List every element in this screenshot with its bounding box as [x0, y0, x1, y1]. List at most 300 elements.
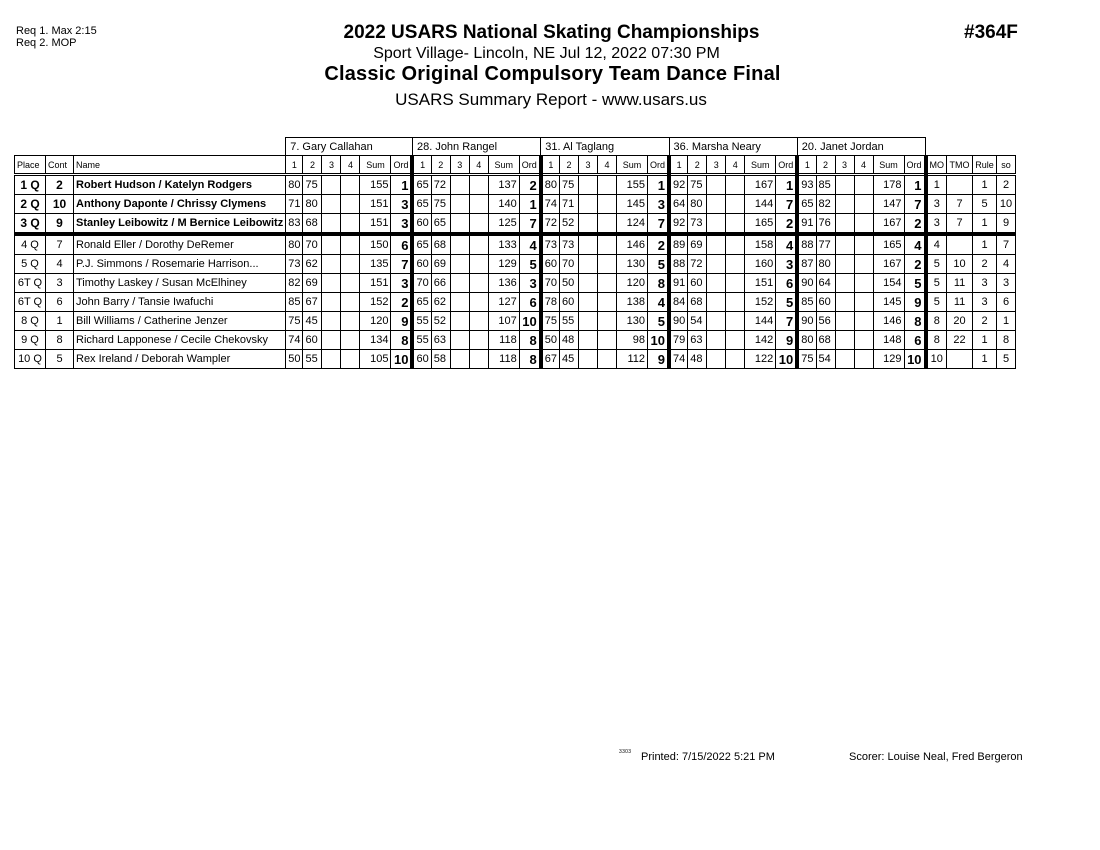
score-1: 82	[286, 274, 303, 293]
tmo-cell	[947, 234, 973, 255]
score-2: 85	[816, 175, 835, 195]
score-4	[341, 175, 360, 195]
ordinal: 1	[391, 175, 413, 195]
table-row	[15, 175, 1016, 195]
spacer	[15, 138, 286, 156]
table-row	[15, 195, 1016, 214]
ordinal: 1	[776, 175, 798, 195]
ordinal: 5	[776, 293, 798, 312]
score-1: 92	[669, 214, 688, 235]
score-4	[597, 175, 616, 195]
ordinal: 2	[647, 234, 669, 255]
score-sum: 107	[488, 312, 519, 331]
score-4	[854, 312, 873, 331]
score-3	[707, 175, 726, 195]
score-sum: 167	[873, 214, 904, 235]
score-2: 55	[303, 350, 322, 369]
col-s2: 2	[431, 156, 450, 175]
score-4	[469, 175, 488, 195]
score-2: 75	[303, 175, 322, 195]
score-2: 76	[816, 214, 835, 235]
score-1: 91	[669, 274, 688, 293]
col-s1: 1	[797, 156, 816, 175]
score-1: 75	[797, 350, 816, 369]
score-sum: 151	[360, 274, 391, 293]
score-sum: 137	[488, 175, 519, 195]
ordinal: 10	[519, 312, 541, 331]
cont-cell: 2	[46, 175, 74, 195]
score-3	[578, 255, 597, 274]
ordinal: 2	[904, 214, 926, 235]
judge-name: 7. Gary Callahan	[286, 138, 413, 156]
score-3	[707, 214, 726, 235]
score-1: 72	[541, 214, 560, 235]
score-sum: 118	[488, 350, 519, 369]
col-s4: 4	[597, 156, 616, 175]
tmo-cell: 10	[947, 255, 973, 274]
score-3	[578, 312, 597, 331]
score-2: 73	[688, 214, 707, 235]
score-3	[322, 350, 341, 369]
score-sum: 125	[488, 214, 519, 235]
score-1: 75	[541, 312, 560, 331]
score-3	[707, 274, 726, 293]
score-4	[597, 195, 616, 214]
so-cell: 1	[997, 312, 1016, 331]
score-sum: 167	[745, 175, 776, 195]
score-2: 72	[688, 255, 707, 274]
score-2: 64	[816, 274, 835, 293]
col-s4: 4	[854, 156, 873, 175]
rule-cell: 2	[973, 255, 997, 274]
score-3	[322, 331, 341, 350]
mo-cell: 8	[926, 331, 947, 350]
score-sum: 130	[616, 255, 647, 274]
rule-cell: 1	[973, 331, 997, 350]
tmo-cell: 7	[947, 195, 973, 214]
score-2: 48	[559, 331, 578, 350]
score-1: 73	[286, 255, 303, 274]
score-4	[726, 175, 745, 195]
col-so: so	[997, 156, 1016, 175]
place-cell: 2 Q	[15, 195, 46, 214]
col-sum: Sum	[488, 156, 519, 175]
score-3	[835, 350, 854, 369]
score-4	[469, 350, 488, 369]
ordinal: 9	[391, 312, 413, 331]
event-title: Classic Original Compulsory Team Dance Final	[324, 63, 781, 85]
score-sum: 146	[873, 312, 904, 331]
table-row	[15, 312, 1016, 331]
score-1: 73	[541, 234, 560, 255]
skater-names: John Barry / Tansie Iwafuchi	[74, 293, 286, 312]
score-1: 80	[286, 175, 303, 195]
col-ord: Ord	[904, 156, 926, 175]
cont-cell: 8	[46, 331, 74, 350]
score-2: 63	[431, 331, 450, 350]
ordinal: 4	[776, 234, 798, 255]
score-1: 80	[286, 234, 303, 255]
ordinal: 5	[519, 255, 541, 274]
venue-date: Sport Village- Lincoln, NE Jul 12, 2022 07:30 PM	[373, 45, 720, 62]
rule-cell: 1	[973, 214, 997, 235]
score-3	[322, 293, 341, 312]
ordinal: 3	[391, 195, 413, 214]
score-1: 70	[412, 274, 431, 293]
score-sum: 129	[873, 350, 904, 369]
score-2: 67	[303, 293, 322, 312]
tmo-cell	[947, 175, 973, 195]
ordinal: 7	[519, 214, 541, 235]
score-1: 88	[797, 234, 816, 255]
score-4	[341, 293, 360, 312]
col-sum: Sum	[745, 156, 776, 175]
score-4	[469, 331, 488, 350]
score-sum: 118	[488, 331, 519, 350]
score-4	[341, 350, 360, 369]
ordinal: 10	[391, 350, 413, 369]
score-1: 83	[286, 214, 303, 235]
score-1: 93	[797, 175, 816, 195]
score-sum: 105	[360, 350, 391, 369]
score-2: 66	[431, 274, 450, 293]
ordinal: 9	[647, 350, 669, 369]
score-1: 74	[669, 350, 688, 369]
score-sum: 150	[360, 234, 391, 255]
score-4	[597, 274, 616, 293]
so-cell: 5	[997, 350, 1016, 369]
score-2: 75	[688, 175, 707, 195]
mo-cell: 5	[926, 274, 947, 293]
score-3	[450, 234, 469, 255]
score-4	[726, 293, 745, 312]
score-2: 80	[688, 195, 707, 214]
col-mo: MO	[926, 156, 947, 175]
score-3	[835, 175, 854, 195]
ordinal: 7	[904, 195, 926, 214]
tmo-cell: 11	[947, 274, 973, 293]
ordinal: 6	[904, 331, 926, 350]
score-3	[707, 255, 726, 274]
score-3	[450, 293, 469, 312]
score-2: 60	[816, 293, 835, 312]
score-4	[726, 255, 745, 274]
rule-cell: 2	[973, 312, 997, 331]
ordinal: 10	[776, 350, 798, 369]
score-1: 90	[669, 312, 688, 331]
score-3	[707, 234, 726, 255]
score-2: 52	[559, 214, 578, 235]
score-3	[578, 350, 597, 369]
score-4	[341, 255, 360, 274]
cont-cell: 9	[46, 214, 74, 235]
judge-name: 28. John Rangel	[412, 138, 540, 156]
score-sum: 145	[873, 293, 904, 312]
score-3	[322, 274, 341, 293]
score-4	[854, 234, 873, 255]
ordinal: 1	[519, 195, 541, 214]
score-2: 62	[431, 293, 450, 312]
ordinal: 8	[519, 331, 541, 350]
score-2: 60	[688, 274, 707, 293]
score-3	[578, 195, 597, 214]
score-1: 90	[797, 312, 816, 331]
score-sum: 165	[745, 214, 776, 235]
so-cell: 9	[997, 214, 1016, 235]
score-4	[726, 195, 745, 214]
table-row	[15, 331, 1016, 350]
score-3	[450, 274, 469, 293]
ordinal: 3	[776, 255, 798, 274]
score-3	[322, 214, 341, 235]
skater-names: Stanley Leibowitz / M Bernice Leibowitz	[74, 214, 286, 235]
tmo-cell: 7	[947, 214, 973, 235]
score-2: 63	[688, 331, 707, 350]
score-2: 45	[303, 312, 322, 331]
score-sum: 142	[745, 331, 776, 350]
score-3	[835, 293, 854, 312]
mo-cell: 1	[926, 175, 947, 195]
score-1: 50	[541, 331, 560, 350]
table-row	[15, 274, 1016, 293]
score-1: 71	[286, 195, 303, 214]
score-sum: 145	[616, 195, 647, 214]
score-2: 80	[816, 255, 835, 274]
score-4	[469, 234, 488, 255]
score-1: 89	[669, 234, 688, 255]
score-4	[597, 350, 616, 369]
col-s1: 1	[669, 156, 688, 175]
col-place: Place	[15, 156, 46, 175]
score-1: 74	[286, 331, 303, 350]
mo-cell: 4	[926, 234, 947, 255]
score-sum: 130	[616, 312, 647, 331]
score-3	[450, 312, 469, 331]
rule-cell: 3	[973, 274, 997, 293]
spacer	[926, 138, 1016, 156]
col-ord: Ord	[776, 156, 798, 175]
ordinal: 1	[647, 175, 669, 195]
rule-cell: 1	[973, 234, 997, 255]
score-4	[854, 293, 873, 312]
table-row	[15, 234, 1016, 255]
col-ord: Ord	[391, 156, 413, 175]
score-2: 75	[559, 175, 578, 195]
mo-cell: 3	[926, 214, 947, 235]
ordinal: 4	[647, 293, 669, 312]
score-2: 45	[559, 350, 578, 369]
score-2: 50	[559, 274, 578, 293]
score-1: 78	[541, 293, 560, 312]
skater-names: Robert Hudson / Katelyn Rodgers	[74, 175, 286, 195]
skater-names: Anthony Daponte / Chrissy Clymens	[74, 195, 286, 214]
score-sum: 122	[745, 350, 776, 369]
place-cell: 9 Q	[15, 331, 46, 350]
col-s2: 2	[688, 156, 707, 175]
score-sum: 134	[360, 331, 391, 350]
score-1: 85	[797, 293, 816, 312]
ordinal: 6	[519, 293, 541, 312]
place-cell: 1 Q	[15, 175, 46, 195]
score-1: 70	[541, 274, 560, 293]
score-sum: 138	[616, 293, 647, 312]
event-number: #364F	[964, 22, 1018, 43]
score-3	[578, 293, 597, 312]
ordinal: 7	[391, 255, 413, 274]
col-s1: 1	[412, 156, 431, 175]
ordinal: 10	[904, 350, 926, 369]
score-3	[578, 234, 597, 255]
tmo-cell: 22	[947, 331, 973, 350]
ordinal: 8	[391, 331, 413, 350]
score-sum: 158	[745, 234, 776, 255]
table-row	[15, 293, 1016, 312]
score-2: 68	[816, 331, 835, 350]
score-1: 90	[797, 274, 816, 293]
score-sum: 178	[873, 175, 904, 195]
score-sum: 129	[488, 255, 519, 274]
rule-cell: 1	[973, 350, 997, 369]
tmo-cell: 20	[947, 312, 973, 331]
skater-names: Bill Williams / Catherine Jenzer	[74, 312, 286, 331]
score-3	[707, 312, 726, 331]
score-3	[707, 293, 726, 312]
col-s3: 3	[835, 156, 854, 175]
col-ord: Ord	[647, 156, 669, 175]
ordinal: 2	[519, 175, 541, 195]
score-3	[707, 331, 726, 350]
score-3	[450, 214, 469, 235]
so-cell: 2	[997, 175, 1016, 195]
place-cell: 6T Q	[15, 274, 46, 293]
col-s3: 3	[450, 156, 469, 175]
col-s3: 3	[578, 156, 597, 175]
score-2: 68	[688, 293, 707, 312]
score-4	[469, 312, 488, 331]
score-sum: 154	[873, 274, 904, 293]
requirement-2: Req 2. MOP	[16, 37, 77, 49]
score-3	[835, 255, 854, 274]
score-2: 82	[816, 195, 835, 214]
score-2: 60	[303, 331, 322, 350]
score-4	[341, 195, 360, 214]
skater-names: Timothy Laskey / Susan McElhiney	[74, 274, 286, 293]
score-sum: 120	[616, 274, 647, 293]
score-3	[322, 255, 341, 274]
col-s1: 1	[286, 156, 303, 175]
cont-cell: 5	[46, 350, 74, 369]
score-4	[854, 274, 873, 293]
skater-names: Rex Ireland / Deborah Wampler	[74, 350, 286, 369]
score-2: 56	[816, 312, 835, 331]
mo-cell: 3	[926, 195, 947, 214]
score-2: 75	[431, 195, 450, 214]
score-1: 87	[797, 255, 816, 274]
place-cell: 3 Q	[15, 214, 46, 235]
col-s3: 3	[322, 156, 341, 175]
cont-cell: 6	[46, 293, 74, 312]
score-4	[854, 255, 873, 274]
table-row	[15, 214, 1016, 235]
cont-cell: 1	[46, 312, 74, 331]
ordinal: 8	[647, 274, 669, 293]
col-sum: Sum	[873, 156, 904, 175]
col-cont: Cont	[46, 156, 74, 175]
score-sum: 133	[488, 234, 519, 255]
score-3	[322, 175, 341, 195]
score-1: 91	[797, 214, 816, 235]
score-3	[835, 331, 854, 350]
mo-cell: 8	[926, 312, 947, 331]
score-2: 55	[559, 312, 578, 331]
col-s2: 2	[816, 156, 835, 175]
col-s4: 4	[726, 156, 745, 175]
score-2: 62	[303, 255, 322, 274]
judge-name: 36. Marsha Neary	[669, 138, 797, 156]
ordinal: 8	[519, 350, 541, 369]
score-3	[450, 255, 469, 274]
score-1: 67	[541, 350, 560, 369]
column-header-row	[15, 156, 1016, 175]
col-sum: Sum	[360, 156, 391, 175]
score-4	[597, 331, 616, 350]
score-3	[450, 195, 469, 214]
score-1: 65	[412, 234, 431, 255]
score-2: 70	[559, 255, 578, 274]
score-4	[854, 350, 873, 369]
ordinal: 5	[647, 255, 669, 274]
ordinal: 5	[647, 312, 669, 331]
so-cell: 7	[997, 234, 1016, 255]
print-code: 3303	[619, 749, 632, 755]
score-2: 71	[559, 195, 578, 214]
score-sum: 155	[616, 175, 647, 195]
score-2: 80	[303, 195, 322, 214]
place-cell: 5 Q	[15, 255, 46, 274]
score-4	[469, 195, 488, 214]
score-sum: 127	[488, 293, 519, 312]
score-3	[835, 214, 854, 235]
score-3	[835, 274, 854, 293]
competition-title: 2022 USARS National Skating Championships	[343, 22, 760, 43]
score-1: 60	[541, 255, 560, 274]
ordinal: 4	[904, 234, 926, 255]
score-4	[726, 274, 745, 293]
score-1: 92	[669, 175, 688, 195]
score-sum: 124	[616, 214, 647, 235]
score-2: 54	[688, 312, 707, 331]
score-3	[707, 350, 726, 369]
score-1: 60	[412, 350, 431, 369]
score-1: 88	[669, 255, 688, 274]
score-3	[578, 175, 597, 195]
score-2: 54	[816, 350, 835, 369]
score-1: 65	[412, 293, 431, 312]
score-4	[597, 255, 616, 274]
score-sum: 151	[360, 214, 391, 235]
ordinal: 7	[776, 195, 798, 214]
place-cell: 4 Q	[15, 234, 46, 255]
table-row	[15, 350, 1016, 369]
ordinal: 9	[776, 331, 798, 350]
ordinal: 3	[391, 214, 413, 235]
score-1: 74	[541, 195, 560, 214]
score-1: 55	[412, 312, 431, 331]
score-2: 69	[431, 255, 450, 274]
place-cell: 6T Q	[15, 293, 46, 312]
place-cell: 8 Q	[15, 312, 46, 331]
score-sum: 140	[488, 195, 519, 214]
